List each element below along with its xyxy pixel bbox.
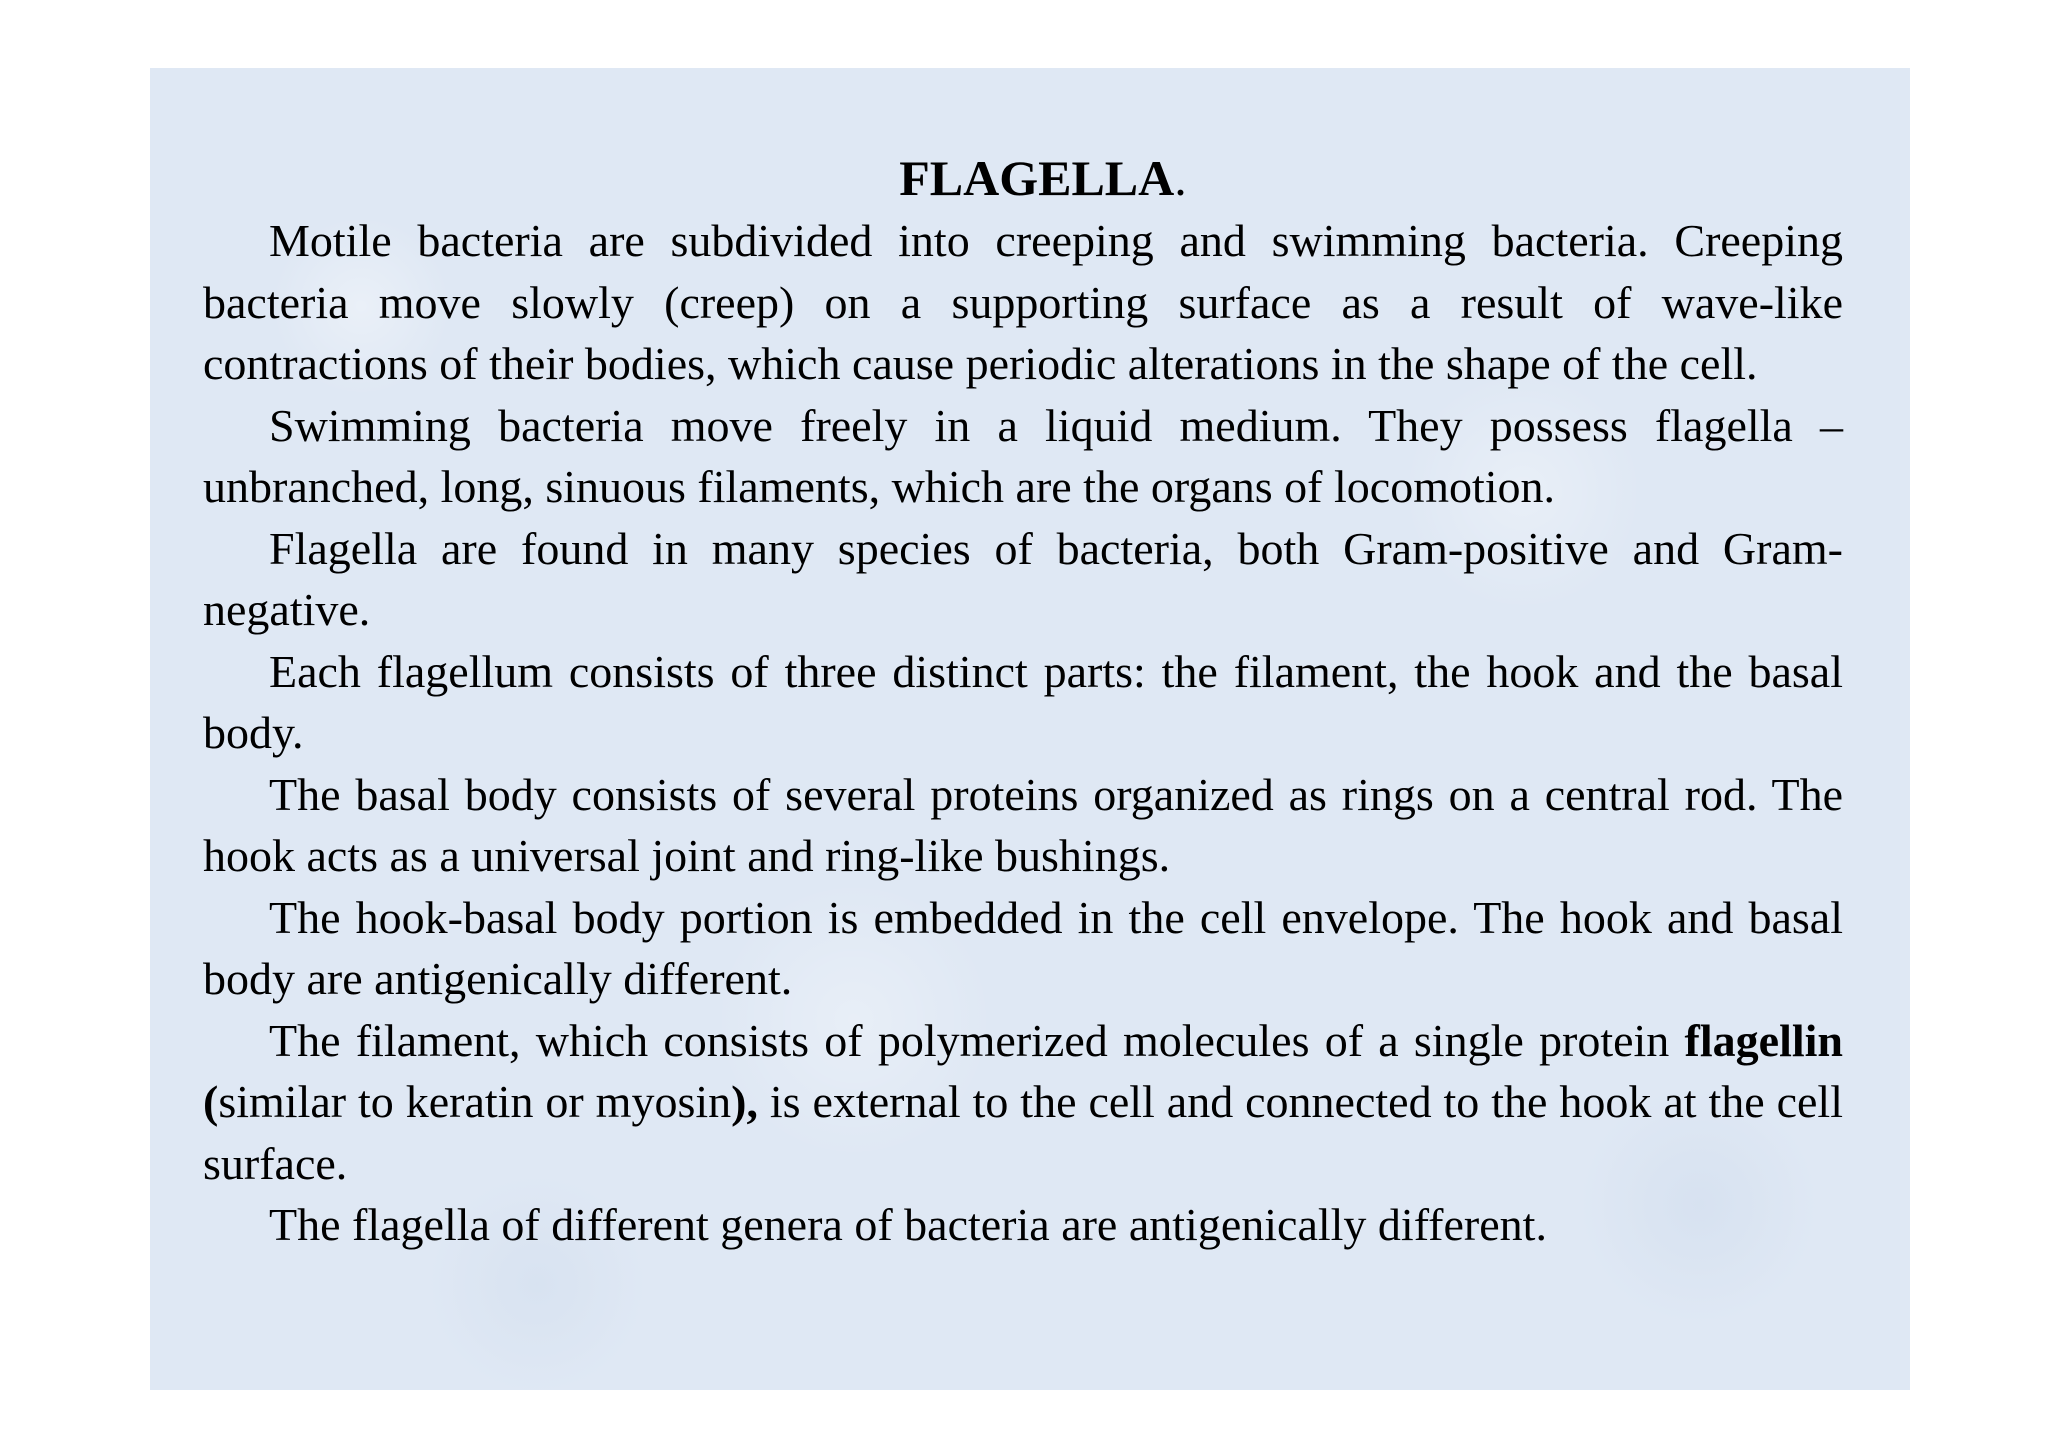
title-text: FLAGELLA [899, 150, 1175, 206]
paragraph-swimming-bacteria: Swimming bacteria move freely in a liquid medium. They possess flagella – unbranched, long, sinuous filaments, which are the organs of locomotion. [203, 399, 1843, 512]
flagellin-term: flagellin ( [203, 1014, 1843, 1127]
filament-text-3: is external to the cell and connected to the hook at the cell surface. [203, 1076, 1843, 1189]
filament-text-1: The filament, which consists of polymerized molecules of a single protein [269, 1014, 1685, 1066]
paragraph-motile-bacteria: Motile bacteria are subdivided into creeping and swimming bacteria. Creeping bacteria move slowly (creep) on a supporting surface as a result of wave-like contractions of their bodies, which cause periodic alterations in the shape of the cell. [203, 215, 1843, 389]
paragraph-flagellum-parts: Each flagellum consists of three distinct parts: the filament, the hook and the basal body. [203, 645, 1843, 758]
paragraph-hook-basal-body: The hook-basal body portion is embedded in the cell envelope. The hook and basal body are antigenically different. [203, 891, 1843, 1004]
title-period: . [1174, 150, 1187, 206]
slide-content [203, 146, 1843, 1256]
paragraph-genera-antigenic: The flagella of different genera of bacteria are antigenically different. [269, 1199, 1547, 1250]
filament-text-2: similar to keratin or myosin [218, 1076, 732, 1127]
filament-bold-close: ), [731, 1076, 758, 1127]
page-title [203, 146, 1843, 210]
paragraph-filament [203, 1010, 1843, 1195]
slide-background [150, 68, 1910, 1390]
paragraph-basal-body: The basal body consists of several proteins organized as rings on a central rod. The hook acts as a universal joint and ring-like bushings. [203, 768, 1843, 881]
paragraph-flagella-found: Flagella are found in many species of bacteria, both Gram-positive and Gram-negative. [203, 522, 1843, 635]
